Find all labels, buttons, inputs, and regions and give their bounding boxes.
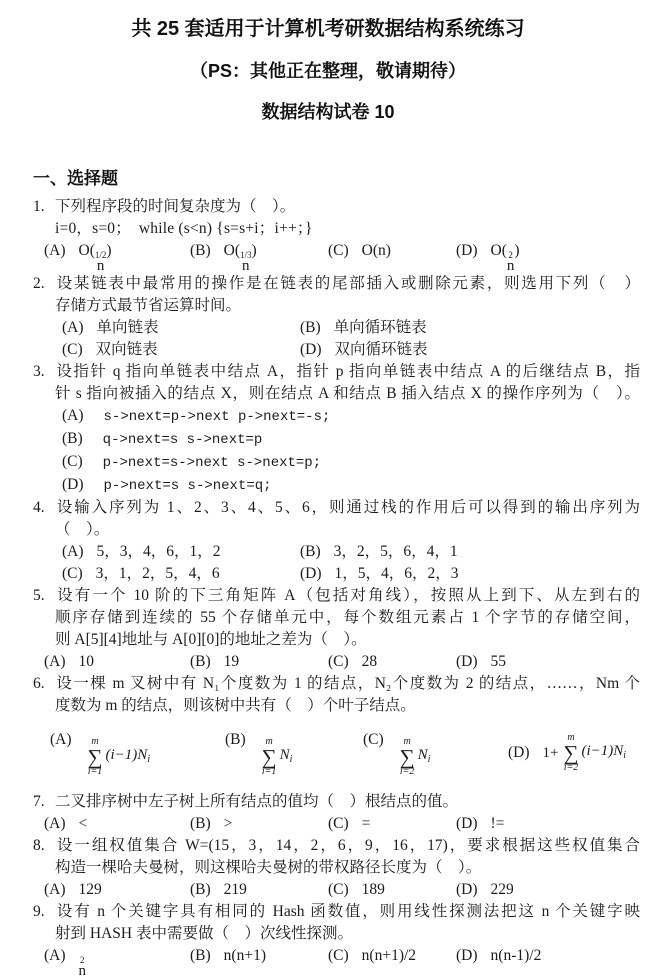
question-number: 1. — [33, 198, 45, 215]
question-number: 2. — [33, 275, 45, 292]
option-label: (B) — [225, 731, 246, 748]
sum-subscript: i — [623, 749, 627, 761]
question-text: 则 A[5][4]地址与 A[0][0]的地址之差为（ ）。 — [55, 631, 367, 648]
question-text: 设一棵 m 叉树中有 N₁个度数为 1 的结点，N₂个度数为 2 的结点，……，Nm 个 — [55, 675, 640, 692]
option-label: (D) — [456, 881, 478, 898]
sum-subscript: i — [289, 753, 293, 765]
option — [328, 945, 456, 978]
option — [300, 563, 640, 585]
math-suffix: ) — [514, 242, 520, 259]
option-label: (B) — [190, 881, 211, 898]
option — [33, 474, 640, 497]
sum-subscript: i — [147, 753, 151, 765]
sum-lower-limit: i=2 — [563, 762, 579, 773]
option-label: (B) — [300, 319, 321, 336]
option-text: 1，5，4，6，2，3 — [334, 565, 459, 582]
question-text: （ ）。 — [55, 521, 110, 538]
option — [508, 733, 640, 773]
question — [33, 901, 640, 978]
question — [33, 273, 640, 361]
question-text: 设有一个 10 阶的下三角矩阵 A（包括对角线），按照从上到下、从左到右的 — [55, 587, 640, 604]
option-code: p->next=s s->next=q; — [103, 478, 272, 494]
option — [225, 729, 363, 777]
option — [300, 541, 640, 563]
option-label: (D) — [62, 476, 84, 493]
option — [456, 879, 640, 901]
question-line — [33, 383, 640, 405]
sum-body: $(i-1)N_i$ — [105, 746, 151, 765]
sum-formula — [543, 733, 627, 773]
option-text: < — [78, 815, 88, 832]
question-text: 设有 n 个关键字具有相同的 Hash 函数值，则用线性探测法把这 n 个关键字映 — [55, 903, 640, 920]
option-label: (A) — [44, 947, 66, 964]
question-line — [33, 857, 640, 879]
exponent: 2 — [508, 250, 513, 260]
option-text: 双向链表 — [95, 341, 158, 358]
question-number: 5. — [33, 587, 45, 604]
option-label: (A) — [44, 881, 66, 898]
question-text: 设某链表中最常用的操作是在链表的尾部插入或删除元素，则选用下列（ ） — [55, 275, 640, 292]
question-line — [33, 673, 640, 695]
math-prefix: O( — [78, 242, 95, 259]
sum-lower-limit: i=1 — [87, 766, 103, 777]
option-code: s->next=p->next p->next=-s; — [103, 409, 331, 425]
option-text: 双向循环链表 — [334, 341, 428, 358]
option — [190, 813, 328, 835]
question — [33, 196, 640, 273]
option-code: p->next=s->next s->next=p; — [102, 455, 322, 471]
question-list — [16, 196, 640, 978]
option-label: (B) — [190, 242, 211, 259]
sum-upper-limit: m — [567, 732, 575, 743]
sum-subscript: i — [427, 753, 431, 765]
question — [33, 361, 640, 497]
doc-title: 共 25 套适用于计算机考研数据结构系统练习 — [131, 18, 525, 40]
option-label: (C) — [62, 453, 83, 470]
option — [456, 651, 640, 673]
option-text — [490, 242, 520, 274]
question-text: 设一组权值集合 W=(15，3，14，2，6，9，16，17)，要求根据这些权值集合 — [55, 837, 640, 854]
option — [44, 240, 190, 273]
option-label: (C) — [328, 815, 349, 832]
option — [44, 945, 190, 978]
question — [33, 791, 640, 835]
option — [363, 729, 508, 777]
option-text: 3，1，2，5，4，6 — [95, 565, 220, 582]
question-text: 度数为 m 的结点，则该树中共有（ ）个叶子结点。 — [55, 697, 416, 714]
option — [328, 240, 456, 273]
question — [33, 585, 640, 673]
option — [44, 879, 190, 901]
option — [456, 945, 640, 978]
question-line — [33, 361, 640, 383]
question-text: 二叉排序树中左子树上所有结点的值均（ ）根结点的值。 — [55, 793, 459, 810]
question-number: 4. — [33, 499, 45, 516]
options-group — [33, 240, 640, 273]
option-text — [223, 242, 257, 274]
options-group — [33, 945, 640, 978]
sum-body: $N_i$ — [279, 746, 293, 765]
question-number: 9. — [33, 903, 45, 920]
option — [300, 339, 640, 361]
option-text — [78, 242, 112, 274]
option-label: (D) — [300, 565, 322, 582]
option-label: (D) — [300, 341, 322, 358]
option-text: n(n+1)/2 — [361, 947, 417, 964]
option — [190, 651, 328, 673]
option — [33, 428, 640, 451]
option — [328, 651, 456, 673]
question-line — [33, 835, 640, 857]
option-label: (D) — [508, 744, 530, 761]
question-text: i=0，s=0； while (s<n) {s=s+i；i++；} — [55, 220, 313, 237]
question — [33, 835, 640, 901]
option-text: 229 — [490, 881, 514, 898]
option-label: (B) — [300, 543, 321, 560]
option-text: = — [361, 815, 371, 832]
question-line — [33, 273, 640, 295]
option — [44, 651, 190, 673]
sum-lower-limit: i=2 — [399, 766, 415, 777]
option-text: n(n+1) — [223, 947, 266, 964]
question-line — [33, 519, 640, 541]
option-label: (A) — [50, 731, 72, 748]
option-text: 5，3，4，6，1，2 — [96, 543, 221, 560]
option-label: (A) — [62, 407, 84, 424]
option — [62, 339, 300, 361]
sum-formula — [259, 737, 293, 777]
question-text: 针 s 指向被插入的结点 X，则在结点 A 和结点 B 插入结点 X 的操作序列为（ ）。 — [55, 385, 640, 402]
option-label: (C) — [363, 731, 384, 748]
option-label: (D) — [456, 653, 478, 670]
question-text: 存储方式最节省运算时间。 — [55, 297, 242, 314]
option-label: (B) — [62, 430, 83, 447]
paper-title: 数据结构试卷 10 — [261, 102, 395, 122]
option — [328, 879, 456, 901]
math-suffix: ) — [106, 242, 112, 259]
exponent-stack — [95, 251, 107, 273]
question-text: 构造一棵哈夫曼树，则这棵哈夫曼树的带权路径长度为（ ）。 — [55, 859, 482, 876]
option — [44, 813, 190, 835]
question-text: 顺序存储到连续的 55 个存储单元中，每个数组元素占 1 个字节的存储空间， — [55, 609, 640, 626]
math-prefix: O( — [223, 242, 241, 259]
question — [33, 673, 640, 777]
option-label: (A) — [44, 815, 66, 832]
math-prefix: O( — [490, 242, 507, 259]
sum-formula — [85, 737, 151, 777]
question-number: 8. — [33, 837, 45, 854]
option-label: (A) — [44, 242, 66, 259]
option-text: n(n-1)/2 — [490, 947, 542, 964]
option-text: 189 — [361, 881, 385, 898]
options-group — [33, 813, 640, 835]
option-text: O(n) — [361, 242, 391, 259]
option-label: (B) — [190, 815, 211, 832]
option — [456, 240, 640, 273]
summation-symbol — [262, 737, 277, 777]
option-label: (B) — [190, 653, 211, 670]
option-label: (A) — [44, 653, 66, 670]
summation-symbol — [88, 737, 103, 777]
sum-body: $N_i$ — [417, 746, 431, 765]
option-label: (A) — [62, 319, 84, 336]
question-line — [33, 607, 640, 629]
exponent: 2 — [80, 955, 85, 965]
option-text: 单向循环链表 — [333, 319, 427, 336]
exponent-base: n — [96, 258, 105, 274]
option-label: (C) — [328, 653, 349, 670]
option-code: q->next=s s->next=p — [102, 432, 263, 448]
question-line — [33, 218, 640, 240]
option — [62, 563, 300, 585]
option-text: 219 — [223, 881, 247, 898]
option-label: (D) — [456, 242, 478, 259]
sigma-glyph: ∑ — [261, 745, 277, 769]
option-text: 28 — [361, 653, 378, 670]
option-label: (A) — [62, 543, 84, 560]
option-text: 19 — [223, 653, 240, 670]
option-label: (C) — [328, 242, 349, 259]
sum-formula — [397, 737, 431, 777]
options-group — [33, 651, 640, 673]
question-line — [33, 923, 640, 945]
question-line — [33, 295, 640, 317]
option — [300, 317, 640, 339]
question-line — [33, 497, 640, 519]
exponent-stack — [79, 956, 87, 978]
section-heading: 一、选择题 — [33, 169, 118, 188]
option-label: (C) — [62, 341, 83, 358]
sigma-glyph: ∑ — [563, 741, 579, 765]
option — [190, 945, 328, 978]
option-text: != — [490, 815, 505, 832]
option-text: 129 — [78, 881, 102, 898]
question-text: 设输入序列为 1、2、3、4、5、6，则通过栈的作用后可以得到的输出序列为 — [55, 499, 640, 516]
sum-prefix: 1+ — [542, 745, 559, 761]
question-text: 设指针 q 指向单链表中结点 A，指针 p 指向单链表中结点 A 的后继结点 B，指 — [55, 363, 640, 380]
options-group — [33, 317, 640, 361]
option-label: (C) — [62, 565, 83, 582]
question-line — [33, 629, 640, 651]
option-text: 单向链表 — [96, 319, 159, 336]
sum-body: $(i-1)N_i$ — [581, 742, 627, 761]
question-number: 3. — [33, 363, 45, 380]
option-text: > — [223, 815, 233, 832]
sum-upper-limit: m — [91, 736, 99, 747]
sigma-glyph: ∑ — [399, 745, 415, 769]
summation-symbol — [564, 733, 579, 773]
question-text: 下列程序段的时间复杂度为（ ）。 — [55, 198, 296, 215]
exponent-base: n — [242, 258, 250, 274]
exponent-stack — [240, 251, 252, 273]
question-line — [33, 585, 640, 607]
exponent-base: n — [78, 963, 87, 979]
option — [33, 451, 640, 474]
math-suffix: ) — [251, 242, 257, 259]
question-number: 7. — [33, 793, 45, 810]
summation-symbol — [400, 737, 415, 777]
sum-upper-limit: m — [403, 736, 411, 747]
option — [328, 813, 456, 835]
option-label: (B) — [190, 947, 211, 964]
question-line — [33, 695, 640, 717]
option — [456, 813, 640, 835]
exponent: 1/2 — [94, 250, 107, 260]
doc-subtitle: （PS：其他正在整理，敬请期待） — [189, 61, 466, 81]
question-line — [33, 791, 640, 813]
option — [190, 879, 328, 901]
option-text — [78, 947, 87, 979]
option-label: (C) — [328, 881, 349, 898]
sigma-glyph: ∑ — [87, 745, 103, 769]
option — [62, 541, 300, 563]
options-group — [33, 541, 640, 585]
question-line — [33, 196, 640, 218]
exponent-base: n — [506, 258, 515, 274]
options-group — [33, 879, 640, 901]
question-text: 射到 HASH 表中需要做（ ）次线性探测。 — [55, 925, 353, 942]
options-group — [33, 729, 640, 777]
option-label: (D) — [456, 815, 478, 832]
question-number: 6. — [33, 675, 45, 692]
option-text: 55 — [490, 653, 507, 670]
sum-lower-limit: i=1 — [261, 766, 277, 777]
question-line — [33, 901, 640, 923]
option — [33, 405, 640, 428]
options-group — [33, 405, 640, 497]
option-text: 3，2，5，6，4，1 — [333, 543, 458, 560]
option-label: (C) — [328, 947, 349, 964]
option — [50, 729, 225, 777]
option-text: 10 — [78, 653, 95, 670]
option — [62, 317, 300, 339]
option-label: (D) — [456, 947, 478, 964]
exponent: 1/3 — [240, 250, 252, 260]
question — [33, 497, 640, 585]
sum-upper-limit: m — [265, 736, 273, 747]
option — [190, 240, 328, 273]
